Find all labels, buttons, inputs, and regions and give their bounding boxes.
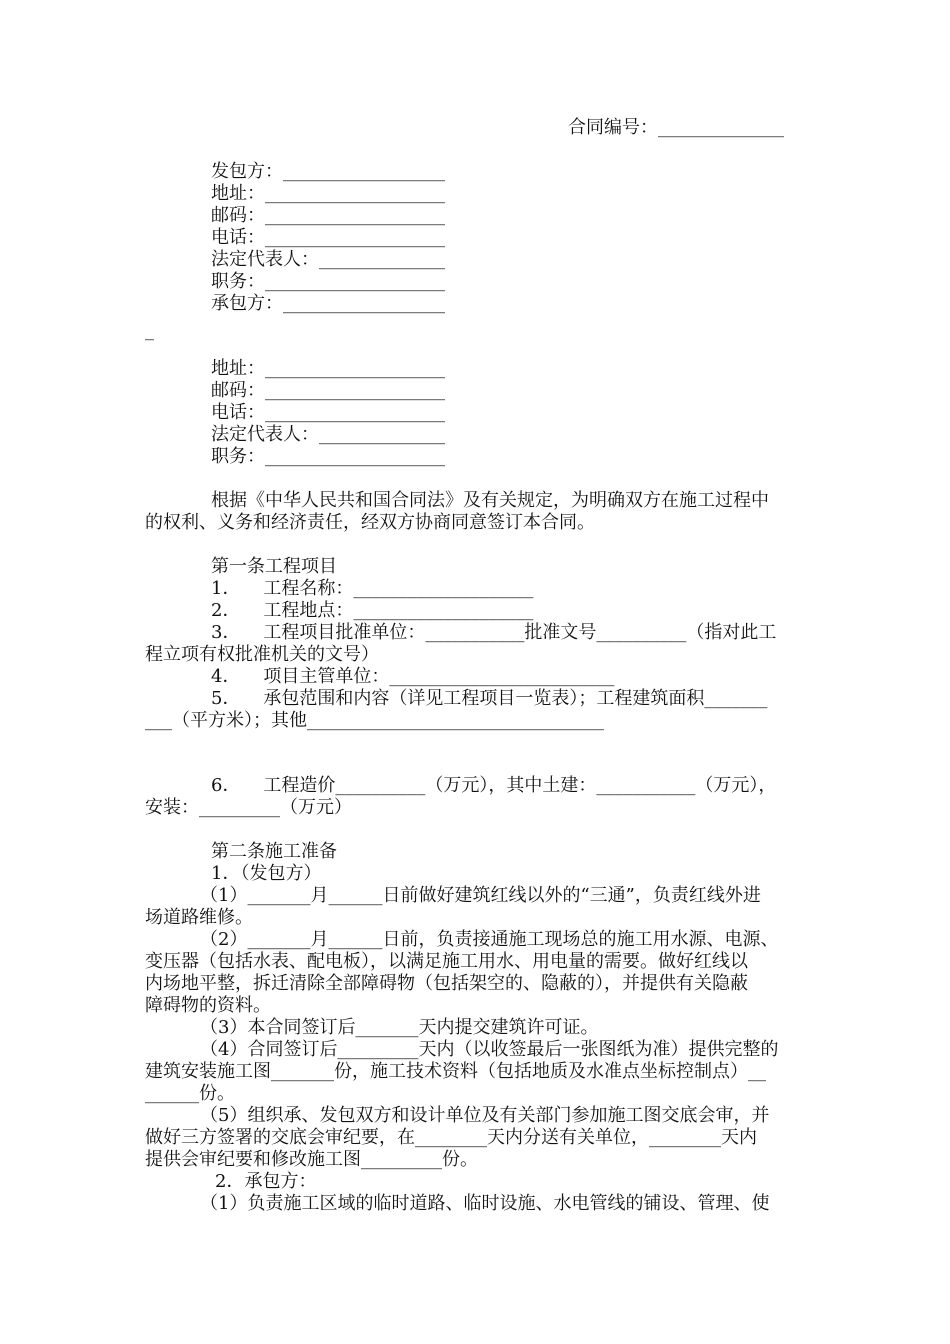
party-a-legal-rep: 法定代表人：______________ bbox=[211, 249, 445, 270]
article2-line: （1）_______月______日前做好建筑红线以外的“三通”，负责红线外进 bbox=[200, 885, 761, 906]
party-a-employer: 发包方：__________________ bbox=[211, 161, 445, 182]
article1-item: 3． 工程项目批准单位：___________批准文号__________（指对此工 bbox=[211, 622, 777, 643]
article2-subheading: 2．承包方： bbox=[215, 1171, 317, 1192]
party-a-position: 职务：____________________ bbox=[211, 271, 445, 292]
stray-underscore: _ bbox=[145, 320, 154, 341]
party-b-contractor: 承包方：__________________ bbox=[211, 293, 445, 314]
article2-line: 建筑安装施工图_______份，施工技术资料（包括地质及水准点坐标控制点）__ bbox=[145, 1061, 766, 1082]
article2-subheading: 1．（发包方） bbox=[211, 863, 322, 884]
party-b-postcode: 邮码：____________________ bbox=[211, 380, 445, 401]
article2-line: 场道路维修。 bbox=[145, 907, 253, 928]
party-b-legal-rep: 法定代表人：______________ bbox=[211, 424, 445, 445]
party-b-address: 地址：____________________ bbox=[211, 358, 445, 379]
article1-item: 4． 项目主管单位：_________________________ bbox=[211, 666, 615, 687]
article1-item: 1． 工程名称：____________________ bbox=[211, 578, 534, 599]
preamble-line: 根据《中华人民共和国合同法》及有关规定，为明确双方在施工过程中 bbox=[211, 490, 769, 511]
party-a-address: 地址：____________________ bbox=[211, 183, 445, 204]
party-b-phone: 电话：____________________ bbox=[211, 402, 445, 423]
article2-line: 变压器（包括水表、配电板），以满足施工用水、用电量的需要。做好红线以 bbox=[145, 951, 748, 972]
article1-item: 2． 工程地点：____________________ bbox=[211, 600, 534, 621]
article2-line: （5）组织承、发包双方和设计单位及有关部门参加施工图交底会审，并 bbox=[200, 1105, 770, 1126]
article1-item: 5． 承包范围和内容（详见工程项目一览表）；工程建筑面积_______ bbox=[211, 688, 768, 709]
article2-line: 内场地平整，拆迁清除全部障碍物（包括架空的、隐蔽的），并提供有关隐蔽 bbox=[145, 973, 748, 994]
article1-item: 安装：_________（万元） bbox=[145, 797, 352, 818]
article2-line: （1）负责施工区域的临时道路、临时设施、水电管线的铺设、管理、使 bbox=[200, 1193, 770, 1214]
party-a-postcode: 邮码：____________________ bbox=[211, 205, 445, 226]
article2-line: （3）本合同签订后_______天内提交建筑许可证。 bbox=[200, 1017, 599, 1038]
article1-title: 第一条工程项目 bbox=[211, 556, 337, 577]
article2-line: ______份。 bbox=[145, 1083, 235, 1104]
article2-line: （4）合同签订后_________天内（以收签最后一张图纸为准）提供完整的 bbox=[200, 1039, 779, 1060]
preamble-line: 的权利、义务和经济责任，经双方协商同意签订本合同。 bbox=[145, 512, 595, 533]
article1-item: 6． 工程造价__________（万元），其中土建：___________（万元）， bbox=[211, 775, 777, 796]
article2-line: （2）_______月______日前，负责接通施工现场总的施工用水源、电源、 bbox=[200, 929, 779, 950]
party-b-position: 职务：____________________ bbox=[211, 446, 445, 467]
article2-title: 第二条施工准备 bbox=[211, 841, 337, 862]
contract-number: 合同编号：______________ bbox=[568, 117, 784, 138]
article1-item: ___（平方米）；其他_________________________________ bbox=[145, 710, 604, 731]
article1-item: 程立项有权批准机关的文号） bbox=[145, 644, 379, 665]
article2-line: 做好三方签署的交底会审纪要，在________天内分送有关单位，________天内 bbox=[145, 1127, 757, 1148]
article2-line: 提供会审纪要和修改施工图_________份。 bbox=[145, 1149, 478, 1170]
party-a-phone: 电话：____________________ bbox=[211, 227, 445, 248]
article2-line: 障碍物的资料。 bbox=[145, 995, 271, 1016]
